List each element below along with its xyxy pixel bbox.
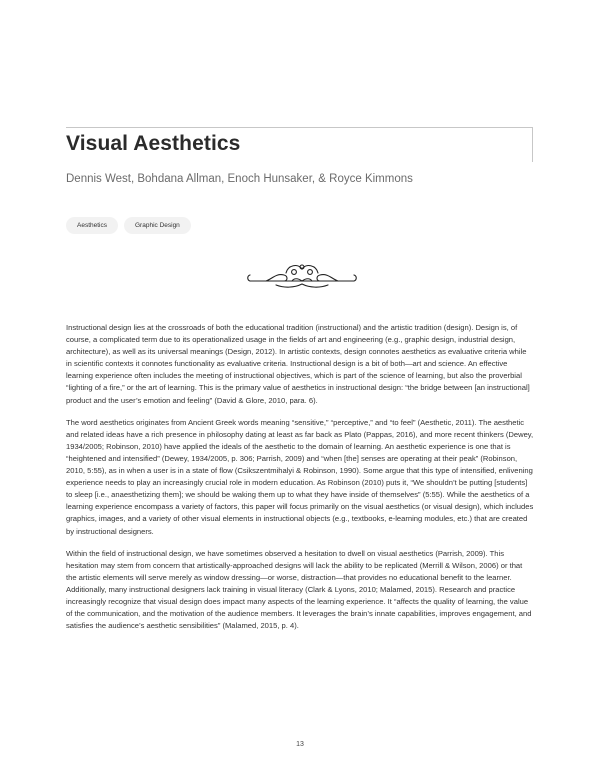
page-title: Visual Aesthetics <box>66 132 241 155</box>
authors-line: Dennis West, Bohdana Allman, Enoch Hunsaker, & Royce Kimmons <box>66 173 413 185</box>
page-number: 13 <box>296 741 304 748</box>
paragraph-3: Within the field of instructional design, we have sometimes observed a hesitation to dwell on visual aesthetics (Parrish, 2009). This hesitation may stem from concern that artistically-approached designs will lack the ability to be replicated (Merrill & Wilson, 2006) or that the artistic elements will serve merely as window dressing—or worse, distraction—that provides no educational benefit to the learner. Additionally, many instructional designers lack training in visual literacy (Clark & Lyons, 2010; Malamed, 2015). Research and practice increasingly recognize that visual design does impact many aspects of the learning experience. It “affects the quality of learning, the value of the communication, and the motivation of the audience members. It leverages the brain’s innate capabilities, improves engagement, and satisfies the audience’s aesthetic sensibilities” (Malamed, 2015, p. 4). <box>66 548 532 631</box>
article-body <box>66 322 534 642</box>
paragraph-1: Instructional design lies at the crossroads of both the educational tradition (instructional) and the artistic tradition (design). Design is, of course, a complicated term due to its operationalized usage in the fields of art and engineering (e.g., graphic design, industrial design, architecture), as well as its universal meanings (Design, 2012). In artistic contexts, design connotes aesthetics as evaluative criteria while in scientific contexts it connotes functionality as evaluative criteria. Instructional design is a bit of both—art and science. An effective learning experience often includes the meeting of instructional objectives, which is part of the science of learning, but also the proverbial “lighting of a fire,” or the art of learning. This is the primary value of aesthetics in instructional design: “the bridge between [an instructional] product and the user’s emotion and feeling” (David & Glore, 2010, para. 6). <box>66 323 530 405</box>
ornament-divider-icon <box>246 259 358 289</box>
tag-graphic-design[interactable]: Graphic Design <box>124 217 191 234</box>
tag-list <box>66 217 191 234</box>
paragraph-2: The word aesthetics originates from Ancient Greek words meaning “sensitive,” “perceptive,” and “to feel” (Aesthetic, 2011). The aesthetic and related ideas have a rich presence in philosophy dating at least as far back as Plato (Pappas, 2016), and more recent thinkers (Dewey, 1934/2005; Robinson, 2010) have applied the ideals of the aesthetic to the domain of learning. An aesthetic experience is one that is “heightened and intensified” (Dewey, 1934/2005, p. 306; Parrish, 2009) and “when [the] senses are operating at their peak” (Robinson, 2010, 5:55), as in when a user is in a state of flow (Csikszentmihalyi & Robinson, 1990). Some argue that this type of intensified, enlivening experience needs to play an increasingly crucial role in modern education. As Robinson (2010) puts it, “We shouldn’t be putting [students] to sleep [i.e., anaesthetizing them]; we should be waking them up to what they have inside of themselves” (5:55). While the aesthetics of a learning experience encompass a variety of factors, this paper will focus primarily on the visual aesthetics (or visual design), which includes graphics, images, and a variety of other visual elements in instructional objects (e.g., textbooks, e-learning modules, etc.) that are created by instructional designers. <box>66 417 534 536</box>
tag-aesthetics[interactable]: Aesthetics <box>66 217 118 234</box>
